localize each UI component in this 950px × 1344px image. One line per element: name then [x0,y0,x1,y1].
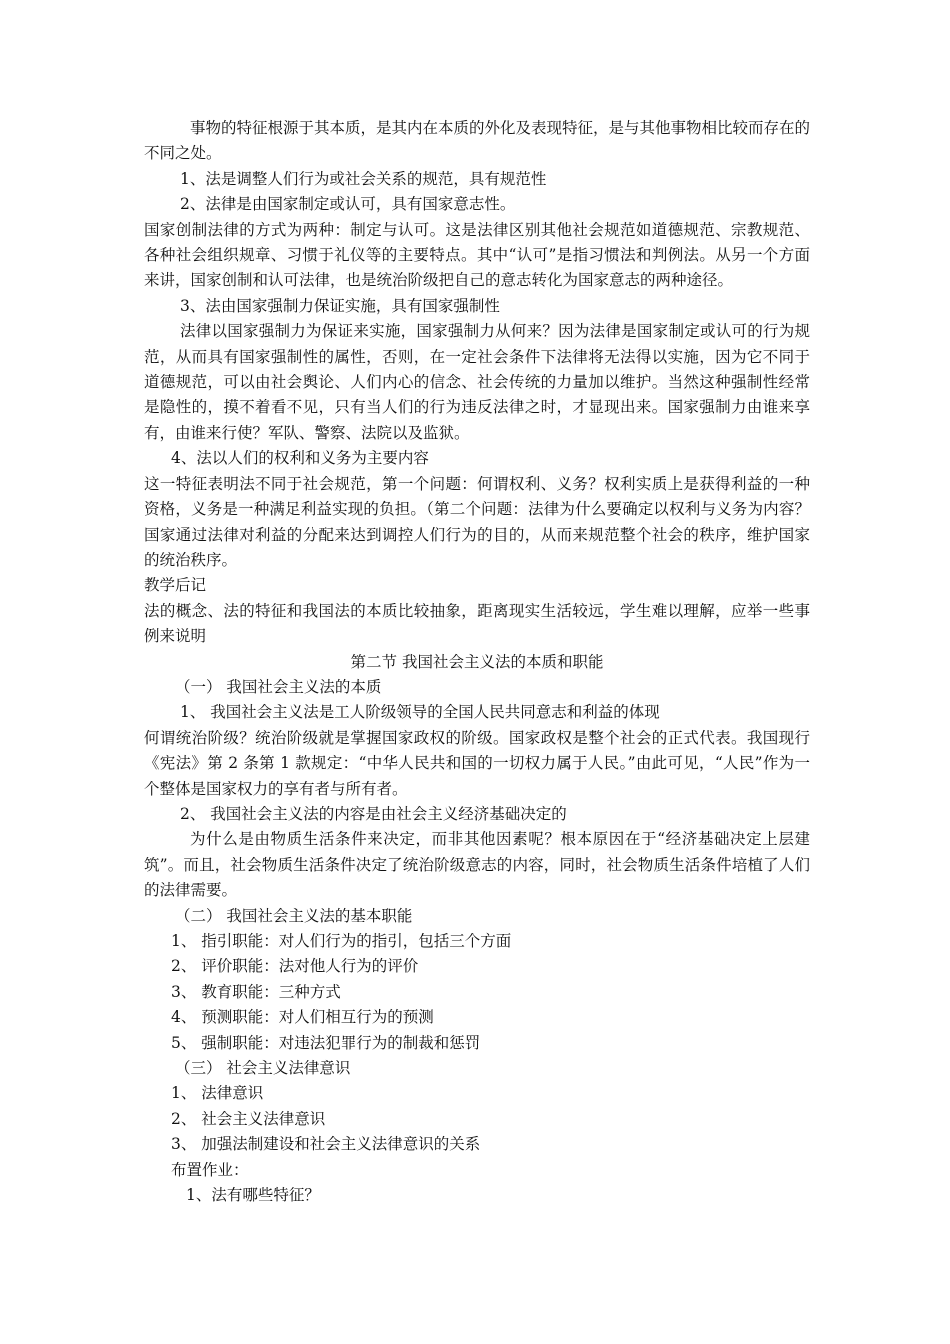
awareness-item-3: 3、 加强法制建设和社会主义法律意识的关系 [171,1135,481,1154]
paragraph-essence-intro: 事物的特征根源于其本质，是其内在本质的外化及表现特征，是与其他事物相比较而存在的不同之处。 [144,119,811,163]
teaching-notes-heading: 教学后记 [144,576,207,595]
awareness-item-1: 1、 法律意识 [171,1084,264,1103]
function-item-3: 3、 教育职能：三种方式 [171,982,341,1001]
subsection-1-item-2: 2、 我国社会主义法的内容是由社会主义经济基础决定的 [180,804,567,823]
feature-4-heading: 4、法以人们的权利和义务为主要内容 [171,449,429,468]
paragraph-rights-duties: 这一特征表明法不同于社会规范，第一个问题：何谓权利、义务？权利实质上是获得利益的一种资格，义务是一种满足利益实现的负担。（第二个问题：法律为什么要确定以权利与义务为内容？国家通过法律对利益的分配来达到调控人们行为的目的，从而来规范整个社会的秩序，维护国家的统治秩序。 [144,474,810,569]
paragraph-ruling-class: 何谓统治阶级？统治阶级就是掌握国家政权的阶级。国家政权是整个社会的正式代表。我国现行《宪法》第 2 条第 1 款规定：“中华人民共和国的一切权力属于人民。”由此可见，“人民”作为一个整体是国家权力的享有者与所有者。 [144,728,810,798]
subsection-1-item-1: 1、 我国社会主义法是工人阶级领导的全国人民共同意志和利益的体现 [180,703,660,722]
document-body [144,116,810,1208]
subsection-1-heading: （一） 我国社会主义法的本质 [175,677,382,696]
subsection-3-heading: （三） 社会主义法律意识 [175,1059,351,1078]
feature-2-heading: 2、法律是由国家制定或认可，具有国家意志性。 [180,195,516,214]
paragraph-teaching-notes: 法的概念、法的特征和我国法的本质比较抽象，距离现实生活较远，学生难以理解，应举一些事例来说明 [144,601,810,646]
paragraph-state-coercion: 法律以国家强制力为保证来实施，国家强制力从何来？因为法律是国家制定或认可的行为规范，从而具有国家强制性的属性，否则，在一定社会条件下法律将无法得以实施，因为它不同于道德规范，可以由社会舆论、人们内心的信念、社会传统的力量加以维护。当然这种强制性经常是隐性的，摸不着看不见，只有当人们的行为违反法律之时，才显现出来。国家强制力由谁来享有，由谁来行使？军队、警察、法院以及监狱。 [144,322,810,442]
function-item-1: 1、 指引职能：对人们行为的指引，包括三个方面 [171,932,512,950]
awareness-item-2: 2、 社会主义法律意识 [171,1109,326,1128]
function-item-2: 2、 评价职能：法对他人行为的评价 [171,957,419,976]
feature-3-heading: 3、法由国家强制力保证实施，具有国家强制性 [180,296,500,315]
homework-heading: 布置作业： [171,1160,249,1179]
homework-item-1: 1、法有哪些特征？ [186,1186,320,1205]
function-item-4: 4、 预测职能：对人们相互行为的预测 [171,1008,434,1027]
subsection-2-heading: （二） 我国社会主义法的基本职能 [175,906,413,925]
paragraph-economic-base: 为什么是由物质生活条件来决定，而非其他因素呢？根本原因在于“经济基础决定上层建筑”。而且，社会物质生活条件决定了统治阶级意志的内容，同时，社会物质生活条件培植了人们的法律需要。 [144,830,810,900]
feature-1-heading: 1、法是调整人们行为或社会关系的规范，具有规范性 [180,169,547,188]
section-title: 第二节 我国社会主义法的本质和职能 [350,652,604,671]
function-item-5: 5、 强制职能：对违法犯罪行为的制裁和惩罚 [171,1033,481,1052]
paragraph-state-will: 国家创制法律的方式为两种：制定与认可。这是法律区别其他社会规范如道德规范、宗教规范、各种社会组织规章、习惯于礼仪等的主要特点。其中“认可”是指习惯法和判例法。从另一个方面来讲，国家创制和认可法律，也是统治阶级把自己的意志转化为国家意志的两种途径。 [144,220,810,290]
